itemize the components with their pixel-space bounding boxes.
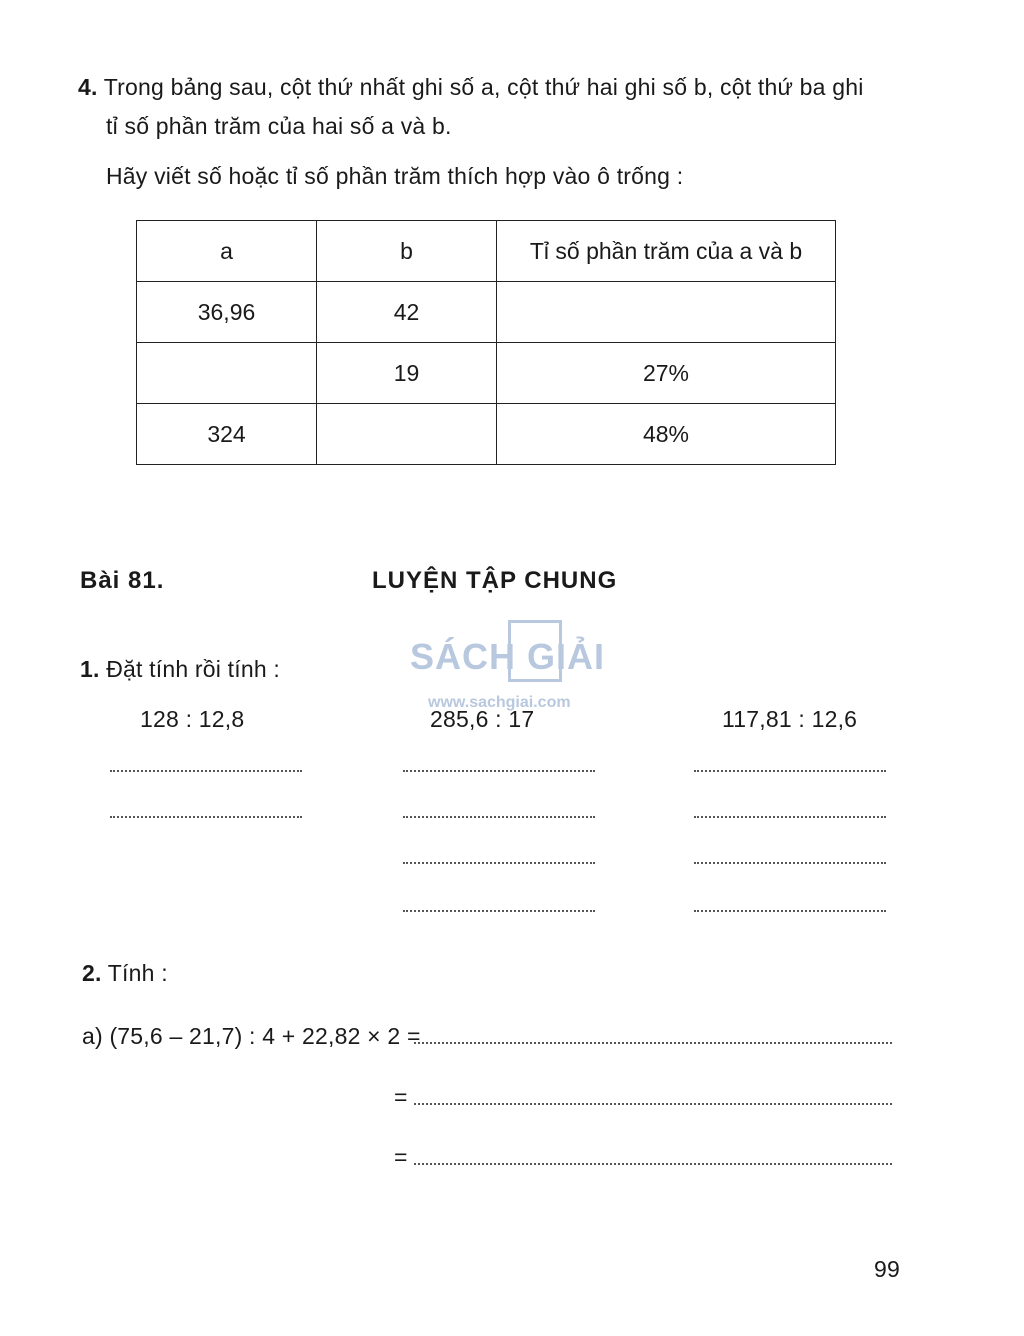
table-cell: 27% [497,343,836,404]
answer-line[interactable] [694,816,886,818]
answer-line[interactable] [403,910,595,912]
exercise2-number: 2. [82,960,102,986]
exercise1-problem-2: 285,6 : 17 [430,706,535,732]
exercise4-line2: tỉ số phần trăm của hai số a và b. [106,113,452,139]
exercise1-problem-3: 117,81 : 12,6 [722,706,858,732]
answer-line[interactable] [403,816,595,818]
answer-line[interactable] [414,1042,892,1044]
table-cell-blank[interactable] [137,343,317,404]
page-number: 99 [874,1256,900,1282]
exercise4-instruction: Hãy viết số hoặc tỉ số phần trăm thích hợp vào ô trống : [106,163,684,189]
table-cell: 19 [317,343,497,404]
exercise2-prompt [82,960,168,987]
watermark-url: www.sachgiai.com [428,694,571,711]
table-header-row [137,221,836,282]
exercise4-line1 [78,74,864,101]
table-cell: 42 [317,282,497,343]
answer-line[interactable] [414,1103,892,1105]
exercise4-number: 4. [78,74,98,100]
answer-line[interactable] [694,862,886,864]
answer-line[interactable] [403,862,595,864]
table-cell: 324 [137,404,317,465]
equals-sign: = [394,1144,408,1170]
exercise1-problem-1: 128 : 12,8 [140,706,245,732]
table-cell: 36,96 [137,282,317,343]
exercise4-text-line1: Trong bảng sau, cột thứ nhất ghi số a, cột thứ hai ghi số b, cột thứ ba ghi [103,74,864,100]
lesson-label: Bài 81. [80,567,165,594]
equals-sign: = [394,1084,408,1110]
table-cell: 48% [497,404,836,465]
ratio-table [136,220,836,465]
table-row [137,282,836,343]
exercise2-part-a: a) (75,6 – 21,7) : 4 + 22,82 × 2 = [82,1023,421,1049]
table-cell-blank[interactable] [497,282,836,343]
answer-line[interactable] [694,910,886,912]
table-header-ratio: Tỉ số phần trăm của a và b [497,221,836,282]
table-row [137,404,836,465]
table-header-a: a [137,221,317,282]
exercise1-text: Đặt tính rồi tính : [106,656,281,682]
exercise1-prompt [80,656,280,683]
answer-line[interactable] [110,816,302,818]
watermark-brand: SÁCH GIẢI [410,636,606,677]
answer-line[interactable] [403,770,595,772]
table-cell-blank[interactable] [317,404,497,465]
table-row [137,343,836,404]
table-header-b: b [317,221,497,282]
exercise2-text: Tính : [107,960,168,986]
answer-line[interactable] [414,1163,892,1165]
exercise1-number: 1. [80,656,100,682]
answer-line[interactable] [694,770,886,772]
lesson-title: LUYỆN TẬP CHUNG [372,567,618,594]
answer-line[interactable] [110,770,302,772]
